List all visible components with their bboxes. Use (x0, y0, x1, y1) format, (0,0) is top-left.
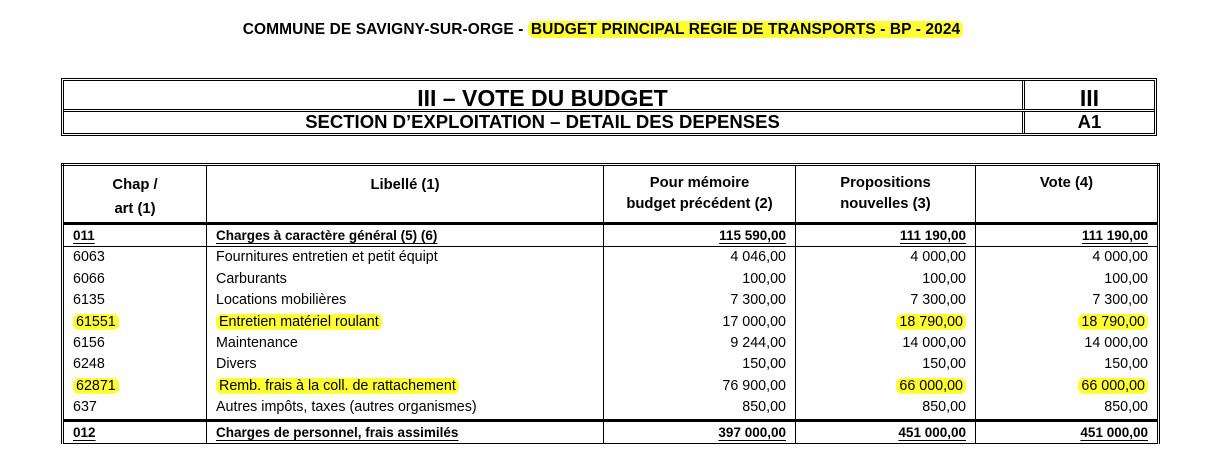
cell-memoire (604, 247, 796, 269)
cell-propositions (796, 376, 976, 397)
cell-code (63, 333, 207, 354)
cell-code (63, 420, 207, 443)
cell-code (63, 376, 207, 397)
cell-vote (976, 397, 1159, 420)
cell-code (63, 224, 207, 247)
table-header-row (63, 165, 1159, 224)
col-header-propositions: Propositions nouvelles (3) (796, 165, 976, 224)
cell-label-text: Divers (216, 356, 257, 373)
cell-vote-text: 4 000,00 (1092, 249, 1148, 266)
cell-memoire-text: 4 046,00 (730, 249, 786, 266)
cell-propositions-text: 7 300,00 (910, 292, 966, 309)
cell-propositions (796, 247, 976, 269)
cell-label (207, 224, 604, 247)
cell-propositions-text: 850,00 (922, 399, 966, 416)
cell-label (207, 420, 604, 443)
cell-code-text: 012 (73, 424, 96, 440)
header-row-section (64, 111, 1154, 133)
cell-propositions (796, 269, 976, 290)
cell-memoire-text: 150,00 (742, 356, 786, 373)
section-header-box (61, 78, 1157, 136)
cell-code (63, 269, 207, 290)
cell-propositions (796, 333, 976, 354)
cell-code (63, 312, 207, 333)
cell-vote (976, 269, 1159, 290)
cell-vote (976, 420, 1159, 443)
table-row (63, 312, 1159, 333)
table-row (63, 333, 1159, 354)
cell-label (207, 312, 604, 333)
chapter-row (63, 420, 1159, 443)
cell-vote-text: 18 790,00 (1078, 314, 1148, 330)
col-header-vote: Vote (4) (976, 165, 1159, 224)
cell-label-text: Charges de personnel, frais assimilés (216, 424, 459, 440)
title-highlighted: BUDGET PRINCIPAL REGIE DE TRANSPORTS - BP - 2024 (528, 21, 963, 38)
cell-propositions-text: 100,00 (922, 270, 966, 287)
cell-code-text: 62871 (73, 378, 119, 394)
cell-code-text: 637 (73, 399, 97, 416)
cell-vote (976, 247, 1159, 269)
cell-propositions (796, 420, 976, 443)
table-row (63, 354, 1159, 375)
cell-vote-text: 100,00 (1104, 270, 1148, 287)
cell-propositions-text: 150,00 (922, 356, 966, 373)
document-title (0, 21, 1206, 39)
table-row (63, 397, 1159, 420)
header-section-title: SECTION D’EXPLOITATION – DETAIL DES DEPENSES (305, 111, 780, 132)
cell-propositions-text: 451 000,00 (898, 424, 966, 440)
cell-code-text: 6135 (73, 292, 105, 309)
cell-propositions (796, 354, 976, 375)
title-prefix: COMMUNE DE SAVIGNY-SUR-ORGE - (242, 21, 528, 38)
cell-memoire (604, 376, 796, 397)
cell-label (207, 269, 604, 290)
cell-label-text: Carburants (216, 270, 287, 287)
cell-vote (976, 312, 1159, 333)
cell-vote-text: 111 190,00 (1081, 228, 1148, 243)
cell-memoire (604, 354, 796, 375)
col-header-libelle: Libellé (1) (207, 165, 604, 224)
cell-propositions (796, 397, 976, 420)
cell-vote (976, 290, 1159, 311)
cell-memoire-text: 397 000,00 (718, 424, 786, 440)
cell-vote-text: 7 300,00 (1092, 292, 1148, 309)
cell-label-text: Charges à caractère général (5) (6) (216, 228, 438, 243)
cell-label (207, 290, 604, 311)
cell-label-text: Entretien matériel roulant (216, 314, 382, 330)
cell-propositions-text: 14 000,00 (902, 335, 966, 352)
cell-propositions-text: 18 790,00 (896, 314, 966, 330)
cell-memoire (604, 224, 796, 247)
header-section-code: A1 (1022, 111, 1154, 133)
cell-label (207, 333, 604, 354)
cell-code (63, 397, 207, 420)
cell-propositions (796, 312, 976, 333)
chapter-row (63, 224, 1159, 247)
cell-code-text: 6248 (73, 356, 105, 373)
cell-memoire-text: 7 300,00 (730, 292, 786, 309)
cell-memoire (604, 333, 796, 354)
table-row (63, 247, 1159, 269)
cell-code (63, 354, 207, 375)
cell-code-text: 6066 (73, 270, 105, 287)
col-header-memoire: Pour mémoire budget précédent (2) (604, 165, 796, 224)
cell-vote-text: 14 000,00 (1084, 335, 1148, 352)
cell-vote (976, 354, 1159, 375)
cell-memoire-text: 115 590,00 (719, 228, 786, 243)
cell-label-text: Fournitures entretien et petit équipt (216, 249, 438, 266)
cell-memoire (604, 397, 796, 420)
cell-label-text: Autres impôts, taxes (autres organismes) (216, 399, 477, 416)
cell-memoire-text: 850,00 (742, 399, 786, 416)
table-row (63, 376, 1159, 397)
cell-vote (976, 376, 1159, 397)
table-row (63, 290, 1159, 311)
cell-label (207, 376, 604, 397)
cell-propositions-text: 66 000,00 (896, 378, 966, 394)
cell-propositions (796, 224, 976, 247)
cell-code (63, 290, 207, 311)
cell-propositions (796, 290, 976, 311)
cell-memoire (604, 290, 796, 311)
cell-vote-text: 66 000,00 (1078, 378, 1148, 394)
cell-code-text: 011 (73, 228, 95, 243)
cell-vote (976, 333, 1159, 354)
cell-code (63, 247, 207, 269)
cell-memoire-text: 9 244,00 (730, 335, 786, 352)
header-row-vote (64, 81, 1154, 112)
cell-label-text: Locations mobilières (216, 292, 347, 309)
header-vote-code: III (1022, 81, 1154, 109)
cell-label-text: Maintenance (216, 335, 298, 352)
cell-code-text: 6156 (73, 335, 105, 352)
cell-memoire-text: 17 000,00 (722, 313, 786, 330)
col-header-chap: Chap / art (1) (63, 165, 207, 224)
cell-label (207, 397, 604, 420)
header-vote-title: III – VOTE DU BUDGET (417, 85, 668, 111)
cell-label-text: Remb. frais à la coll. de rattachement (216, 378, 459, 394)
cell-memoire (604, 269, 796, 290)
cell-propositions-text: 111 190,00 (899, 228, 966, 243)
cell-label (207, 247, 604, 269)
cell-memoire-text: 100,00 (742, 270, 786, 287)
cell-memoire-text: 76 900,00 (722, 377, 786, 394)
cell-label (207, 354, 604, 375)
cell-vote-text: 150,00 (1104, 356, 1148, 373)
cell-code-text: 6063 (73, 249, 105, 266)
expenses-detail-table (61, 163, 1160, 444)
cell-vote-text: 451 000,00 (1080, 424, 1148, 440)
table-body (63, 224, 1159, 444)
cell-vote (976, 224, 1159, 247)
cell-propositions-text: 4 000,00 (910, 249, 966, 266)
cell-memoire (604, 312, 796, 333)
table-row (63, 269, 1159, 290)
cell-memoire (604, 420, 796, 443)
cell-code-text: 61551 (73, 314, 119, 330)
cell-vote-text: 850,00 (1104, 399, 1148, 416)
